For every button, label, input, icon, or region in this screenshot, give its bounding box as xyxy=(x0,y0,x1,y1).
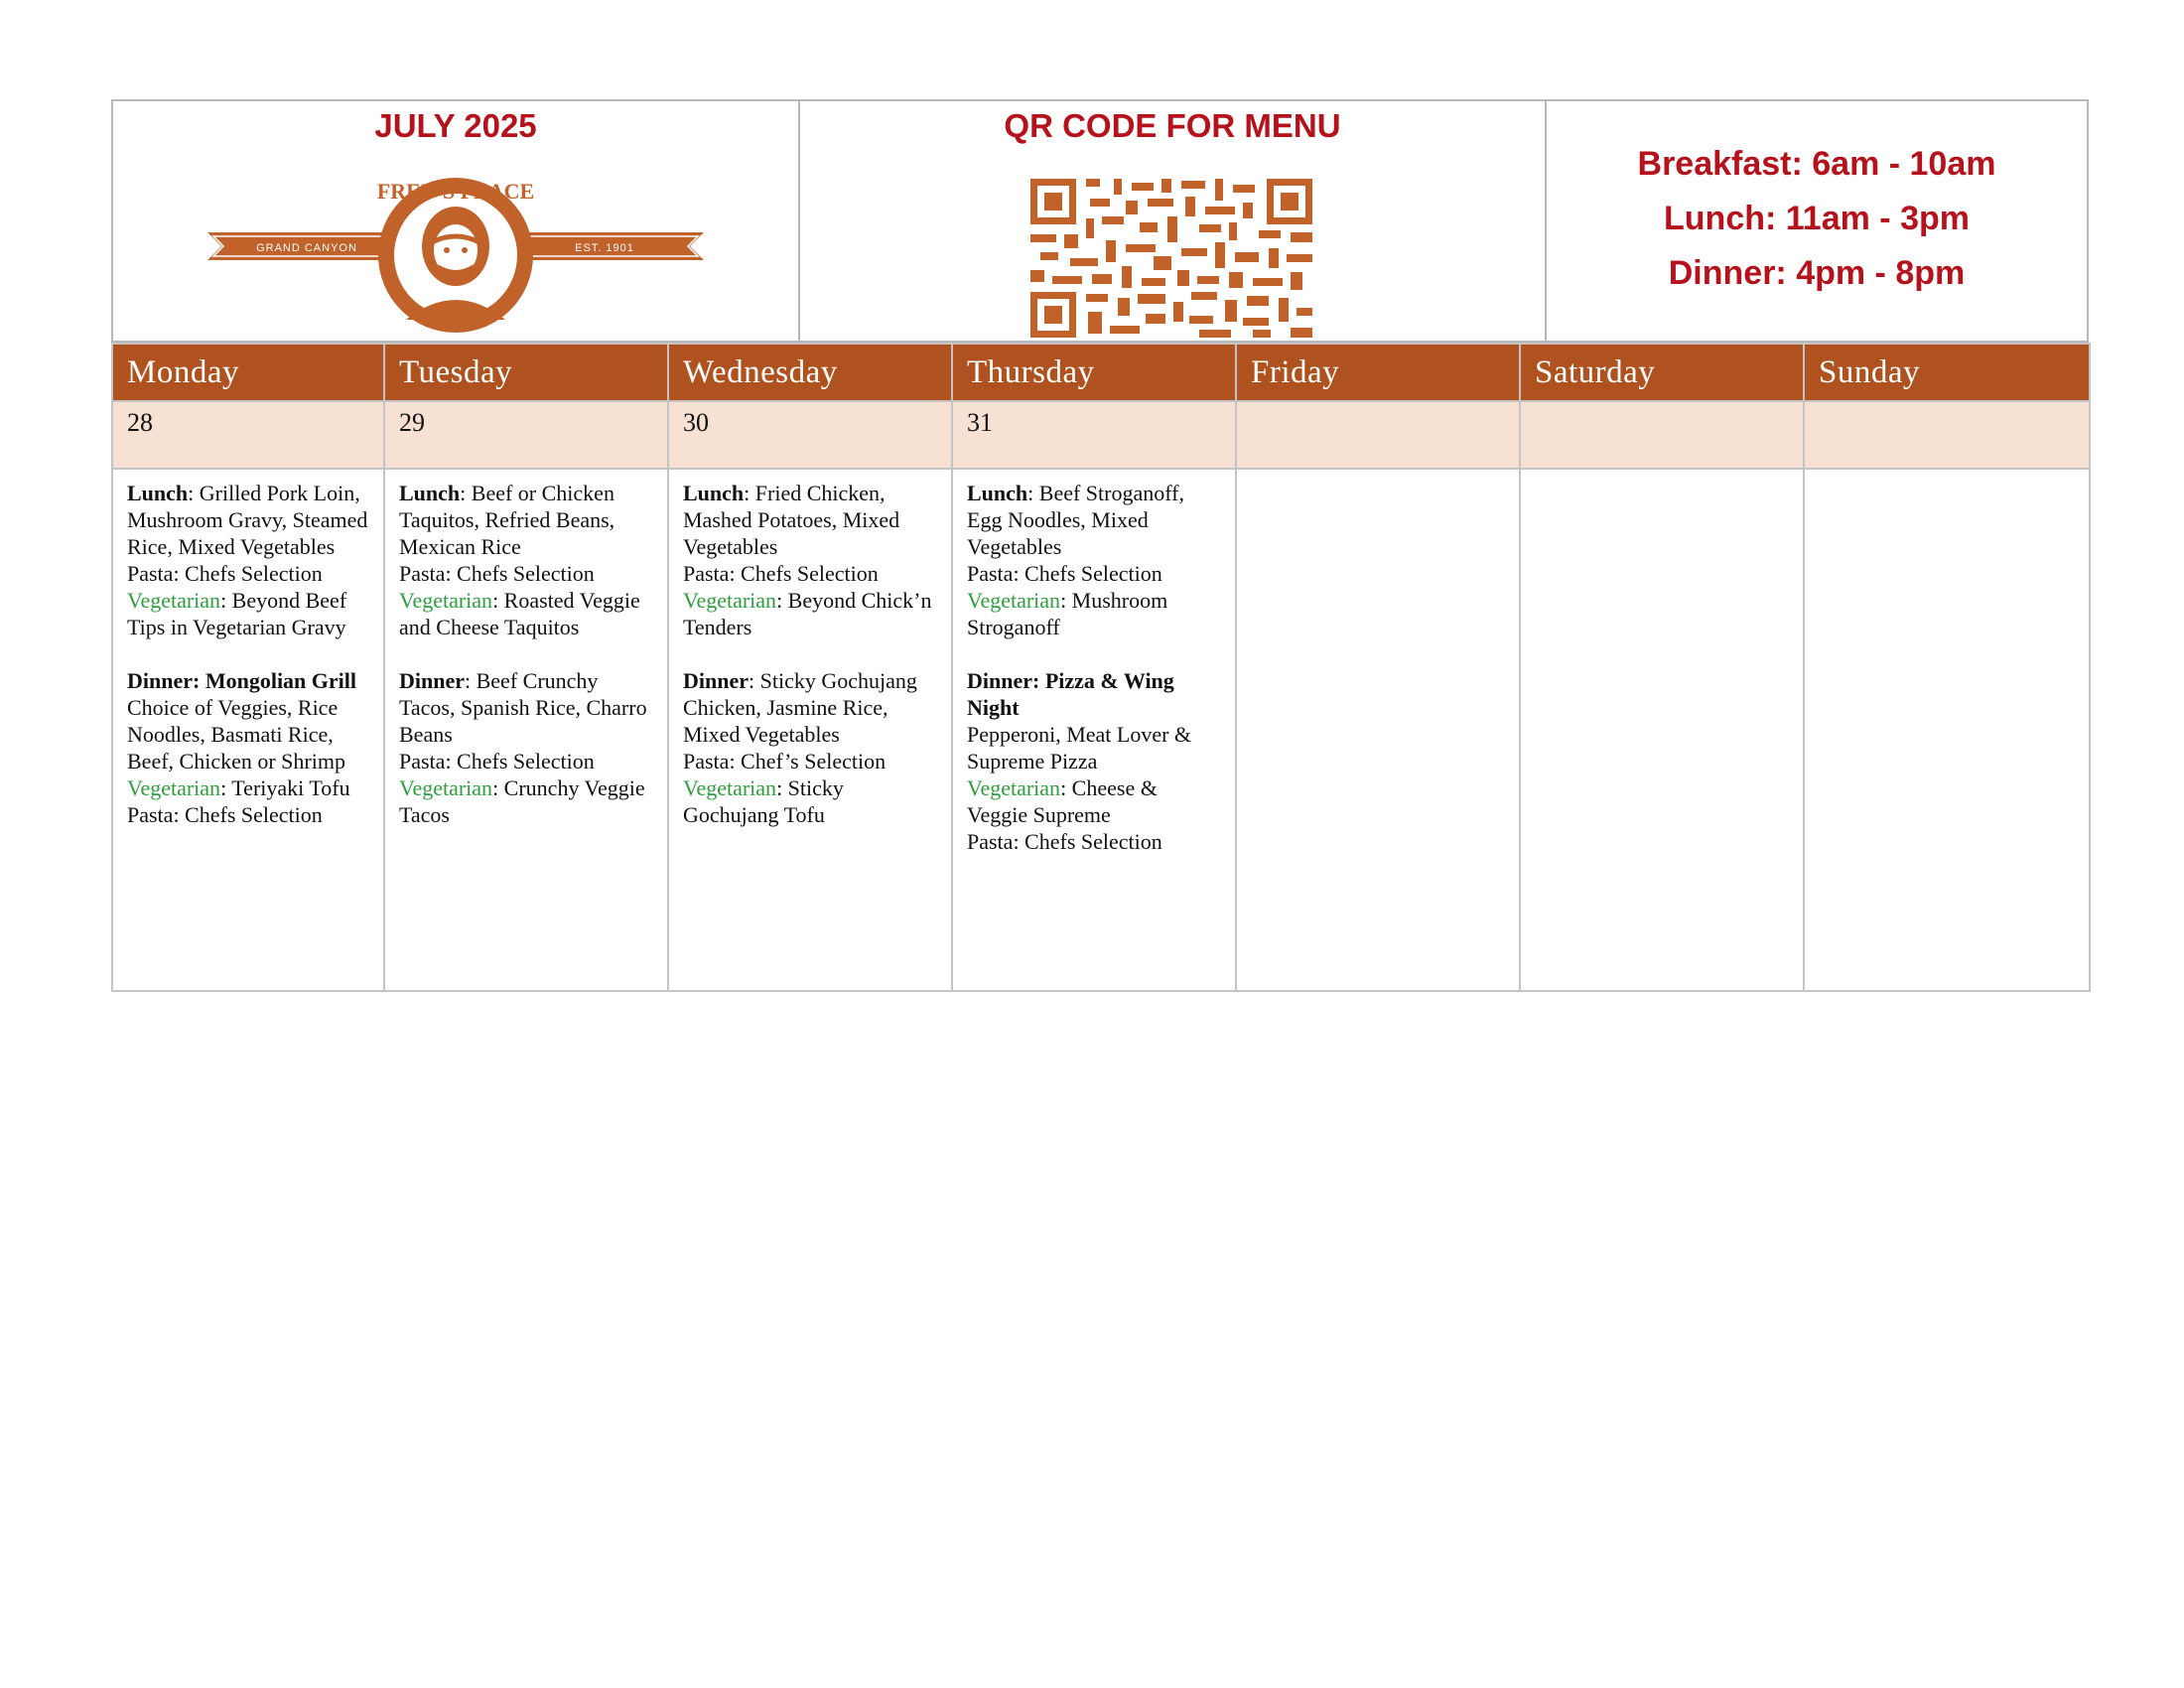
lunch-entry xyxy=(967,480,1221,560)
lunch-vegetarian xyxy=(399,587,653,640)
lunch-pasta: Pasta: Chefs Selection xyxy=(399,561,595,586)
dinner-label: Dinner xyxy=(683,668,749,693)
dinner-title: : Mongolian Grill xyxy=(193,668,356,693)
dinner-label: Dinner xyxy=(399,668,465,693)
menu-cell-friday xyxy=(1236,469,1520,991)
lunch-label: Lunch xyxy=(683,481,745,505)
dinner-vegetarian xyxy=(683,774,937,828)
month-cell xyxy=(113,101,798,341)
vegetarian-items: : Beyond Chick’n Tenders xyxy=(683,588,932,639)
dinner-vegetarian xyxy=(967,774,1221,828)
qr-cell xyxy=(798,101,1545,341)
dinner-pasta: Pasta: Chef’s Selection xyxy=(683,749,887,774)
day-header-thursday: Thursday xyxy=(952,344,1236,401)
lunch-label: Lunch xyxy=(127,481,189,505)
date-cell-wednesday: 30 xyxy=(668,401,952,469)
logo-name: FRED'S PLACE xyxy=(376,179,535,204)
lunch-vegetarian xyxy=(683,587,937,640)
date-cell-tuesday: 29 xyxy=(384,401,668,469)
lunch-pasta: Pasta: Chefs Selection xyxy=(967,561,1162,586)
hours-breakfast: Breakfast: 6am - 10am xyxy=(1637,145,1996,183)
dinner-vegetarian xyxy=(399,774,653,828)
menu-cell-thursday xyxy=(952,469,1236,991)
vegetarian-label: Vegetarian xyxy=(967,588,1061,613)
date-cell-thursday: 31 xyxy=(952,401,1236,469)
lunch-entry xyxy=(127,480,369,560)
date-cell-monday: 28 xyxy=(112,401,384,469)
hours-list xyxy=(1547,101,2087,301)
vegetarian-label: Vegetarian xyxy=(399,775,493,800)
lunch-items: : Beef or Chicken Taquitos, Refried Beans, Mexican Rice xyxy=(399,481,615,559)
lunch-items: : Grilled Pork Loin, Mushroom Gravy, Steamed Rice, Mixed Vegetables xyxy=(127,481,368,559)
dinner-vegetarian xyxy=(127,774,369,801)
date-row xyxy=(112,401,2090,469)
vegetarian-items: : Roasted Veggie and Cheese Taquitos xyxy=(399,588,640,639)
menu-cell-sunday xyxy=(1804,469,2090,991)
weekday-header-row xyxy=(112,344,2090,401)
spacer xyxy=(683,640,937,667)
day-header-wednesday: Wednesday xyxy=(668,344,952,401)
menu-cell-wednesday xyxy=(668,469,952,991)
dinner-heading xyxy=(967,667,1221,721)
vegetarian-items: : Sticky Gochujang Tofu xyxy=(683,775,844,827)
vegetarian-label: Vegetarian xyxy=(683,775,777,800)
logo-right-text: EST. 1901 xyxy=(575,242,634,254)
lunch-label: Lunch xyxy=(399,481,461,505)
dinner-entry xyxy=(683,667,937,748)
vegetarian-label: Vegetarian xyxy=(127,775,221,800)
date-cell-saturday xyxy=(1520,401,1804,469)
vegetarian-items: : Cheese & Veggie Supreme xyxy=(967,775,1158,827)
menu-row xyxy=(112,469,2090,991)
lunch-entry xyxy=(683,480,937,560)
vegetarian-items: : Teriyaki Tofu xyxy=(220,775,350,800)
day-header-monday: Monday xyxy=(112,344,384,401)
lunch-pasta: Pasta: Chefs Selection xyxy=(683,561,879,586)
vegetarian-items: : Crunchy Veggie Tacos xyxy=(399,775,645,827)
spacer xyxy=(127,640,369,667)
menu-cell-monday xyxy=(112,469,384,991)
dinner-items: Choice of Veggies, Rice Noodles, Basmati Rice, Beef, Chicken or Shrimp xyxy=(127,695,345,774)
dinner-pasta: Pasta: Chefs Selection xyxy=(967,829,1162,854)
vegetarian-label: Vegetarian xyxy=(399,588,493,613)
menu-calendar xyxy=(111,343,2091,992)
menu-cell-tuesday xyxy=(384,469,668,991)
month-title: JULY 2025 xyxy=(374,107,537,144)
dinner-items: : Sticky Gochujang Chicken, Jasmine Rice, Mixed Vegetables xyxy=(683,668,917,747)
dinner-label: Dinner xyxy=(967,668,1032,693)
dinner-items: : Beef Crunchy Tacos, Spanish Rice, Charro Beans xyxy=(399,668,647,747)
day-header-saturday: Saturday xyxy=(1520,344,1804,401)
dinner-items: Pepperoni, Meat Lover & Supreme Pizza xyxy=(967,722,1192,774)
hours-lunch: Lunch: 11am - 3pm xyxy=(1664,200,1970,237)
date-cell-sunday xyxy=(1804,401,2090,469)
dinner-pasta: Pasta: Chefs Selection xyxy=(399,749,595,774)
menu-cell-saturday xyxy=(1520,469,1804,991)
vegetarian-label: Vegetarian xyxy=(683,588,777,613)
day-header-friday: Friday xyxy=(1236,344,1520,401)
dinner-title: : Pizza & Wing Night xyxy=(967,668,1174,720)
spacer xyxy=(399,640,653,667)
vegetarian-items: : Beyond Beef Tips in Vegetarian Gravy xyxy=(127,588,347,639)
freds-place-logo xyxy=(207,161,704,340)
logo-left-text: GRAND CANYON xyxy=(256,242,357,254)
lunch-vegetarian xyxy=(127,587,369,640)
date-cell-friday xyxy=(1236,401,1520,469)
lunch-entry xyxy=(399,480,653,560)
lunch-vegetarian xyxy=(967,587,1221,640)
day-header-tuesday: Tuesday xyxy=(384,344,668,401)
qr-title: QR CODE FOR MENU xyxy=(1004,107,1341,144)
qr-code-icon[interactable] xyxy=(1030,179,1312,338)
dinner-heading xyxy=(127,667,369,694)
lunch-items: : Fried Chicken, Mashed Potatoes, Mixed Vegetables xyxy=(683,481,900,559)
day-header-sunday: Sunday xyxy=(1804,344,2090,401)
vegetarian-label: Vegetarian xyxy=(127,588,221,613)
lunch-label: Lunch xyxy=(967,481,1028,505)
lunch-items: : Beef Stroganoff, Egg Noodles, Mixed Vegetables xyxy=(967,481,1184,559)
vegetarian-items: : Mushroom Stroganoff xyxy=(967,588,1168,639)
header-block xyxy=(111,99,2089,343)
hours-dinner: Dinner: 4pm - 8pm xyxy=(1668,254,1966,292)
dinner-entry xyxy=(399,667,653,748)
hours-cell xyxy=(1545,101,2087,341)
lunch-pasta: Pasta: Chefs Selection xyxy=(127,561,323,586)
spacer xyxy=(967,640,1221,667)
dinner-pasta: Pasta: Chefs Selection xyxy=(127,802,323,827)
dinner-label: Dinner xyxy=(127,668,193,693)
vegetarian-label: Vegetarian xyxy=(967,775,1061,800)
